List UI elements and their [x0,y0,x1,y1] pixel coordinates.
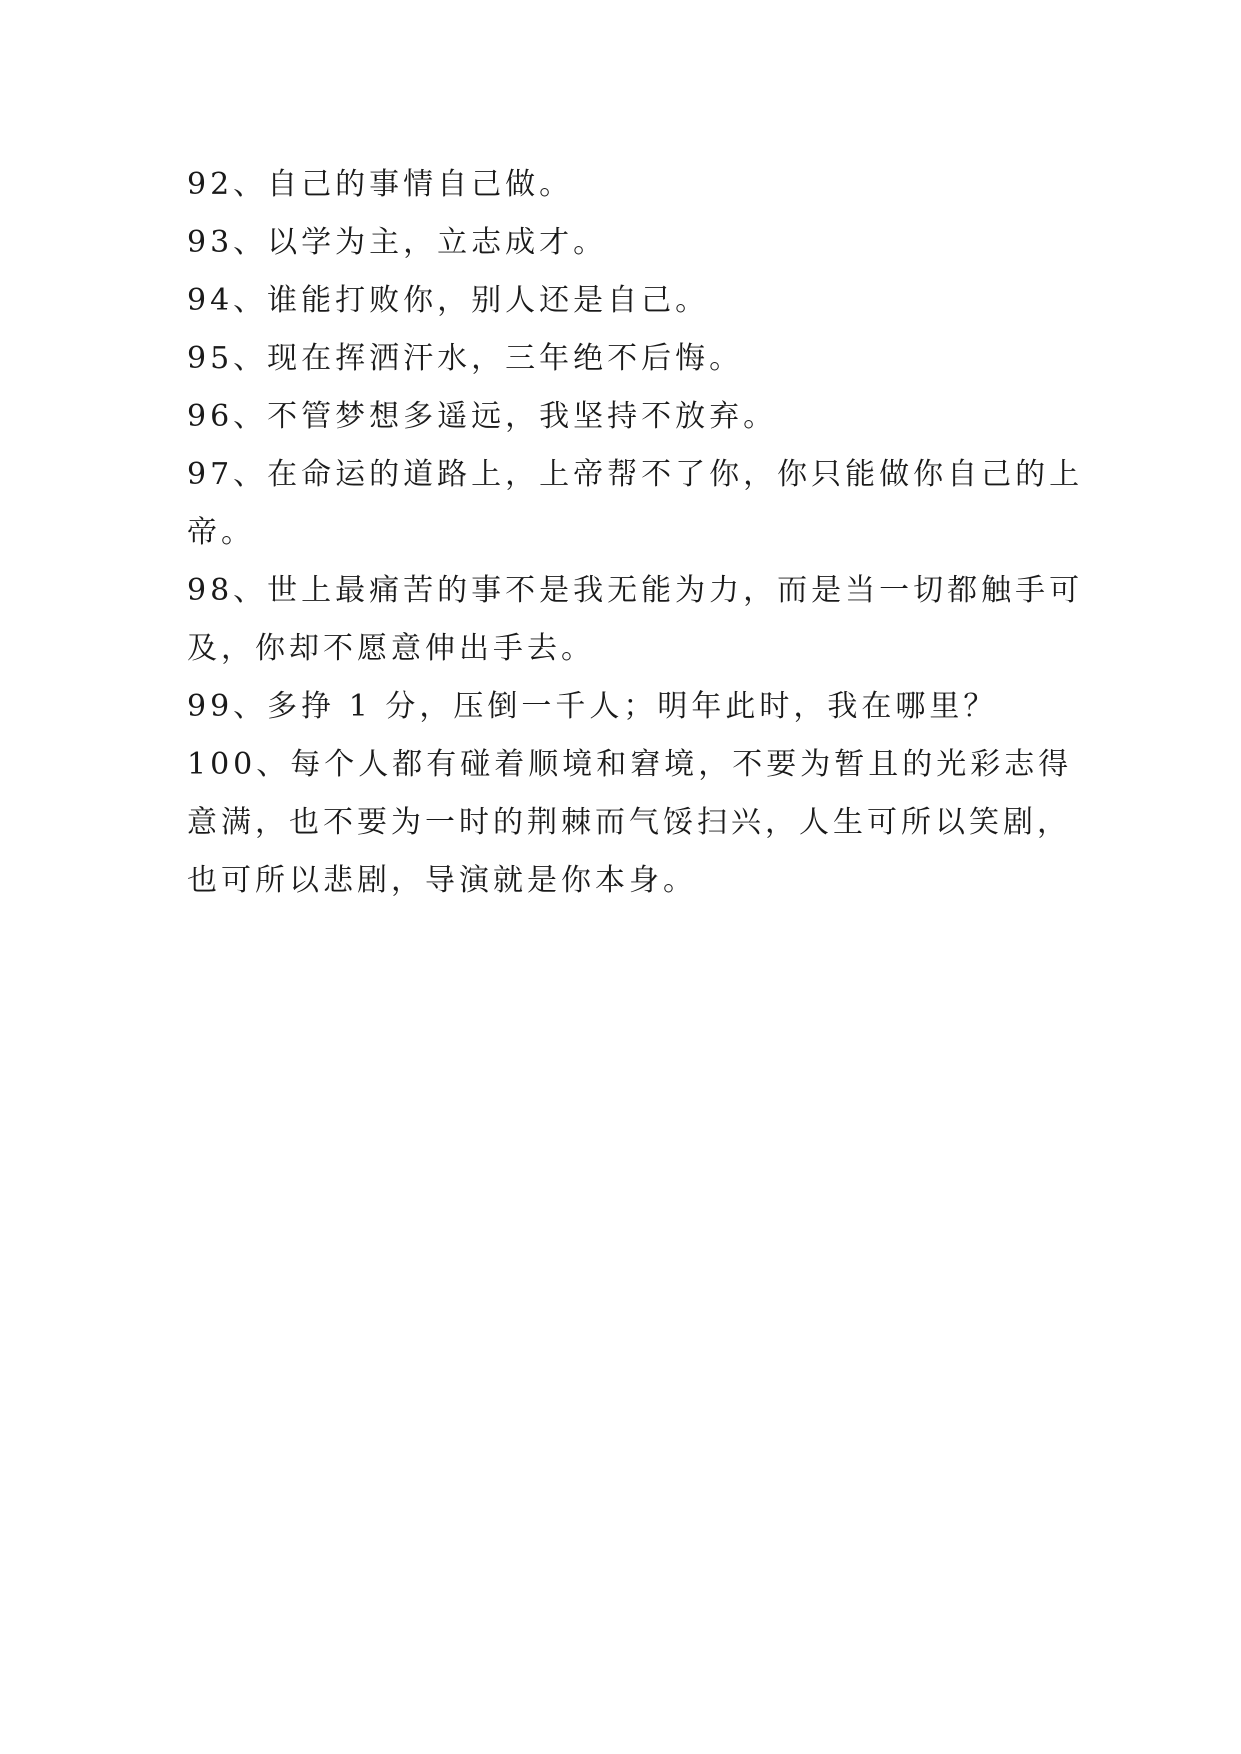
text-line: 意满，也不要为一时的荆棘而气馁扫兴，人生可所以笑剧， [187,805,1071,840]
text-line: 97、在命运的道路上，上帝帮不了你，你只能做你自己的上 [187,457,1084,492]
text-line: 帝。 [187,515,255,550]
text-line: 93、以学为主，立志成才。 [187,225,608,260]
text-line: 及，你却不愿意伸出手去。 [187,631,595,666]
text-line: 95、现在挥洒汗水，三年绝不后悔。 [187,341,744,376]
text-line: 98、世上最痛苦的事不是我无能为力，而是当一切都触手可 [187,573,1084,608]
text-line: 100、每个人都有碰着顺境和窘境，不要为暂且的光彩志得 [187,747,1073,782]
document-body [187,156,1084,910]
text-line: 94、谁能打败你，别人还是自己。 [187,283,710,318]
text-line: 96、不管梦想多遥远，我坚持不放弃。 [187,399,778,434]
text-line: 也可所以悲剧，导演就是你本身。 [187,863,697,898]
text-line: 99、多挣 1 分，压倒一千人；明年此时，我在哪里？ [187,689,998,724]
text-line: 92、自己的事情自己做。 [187,167,574,202]
